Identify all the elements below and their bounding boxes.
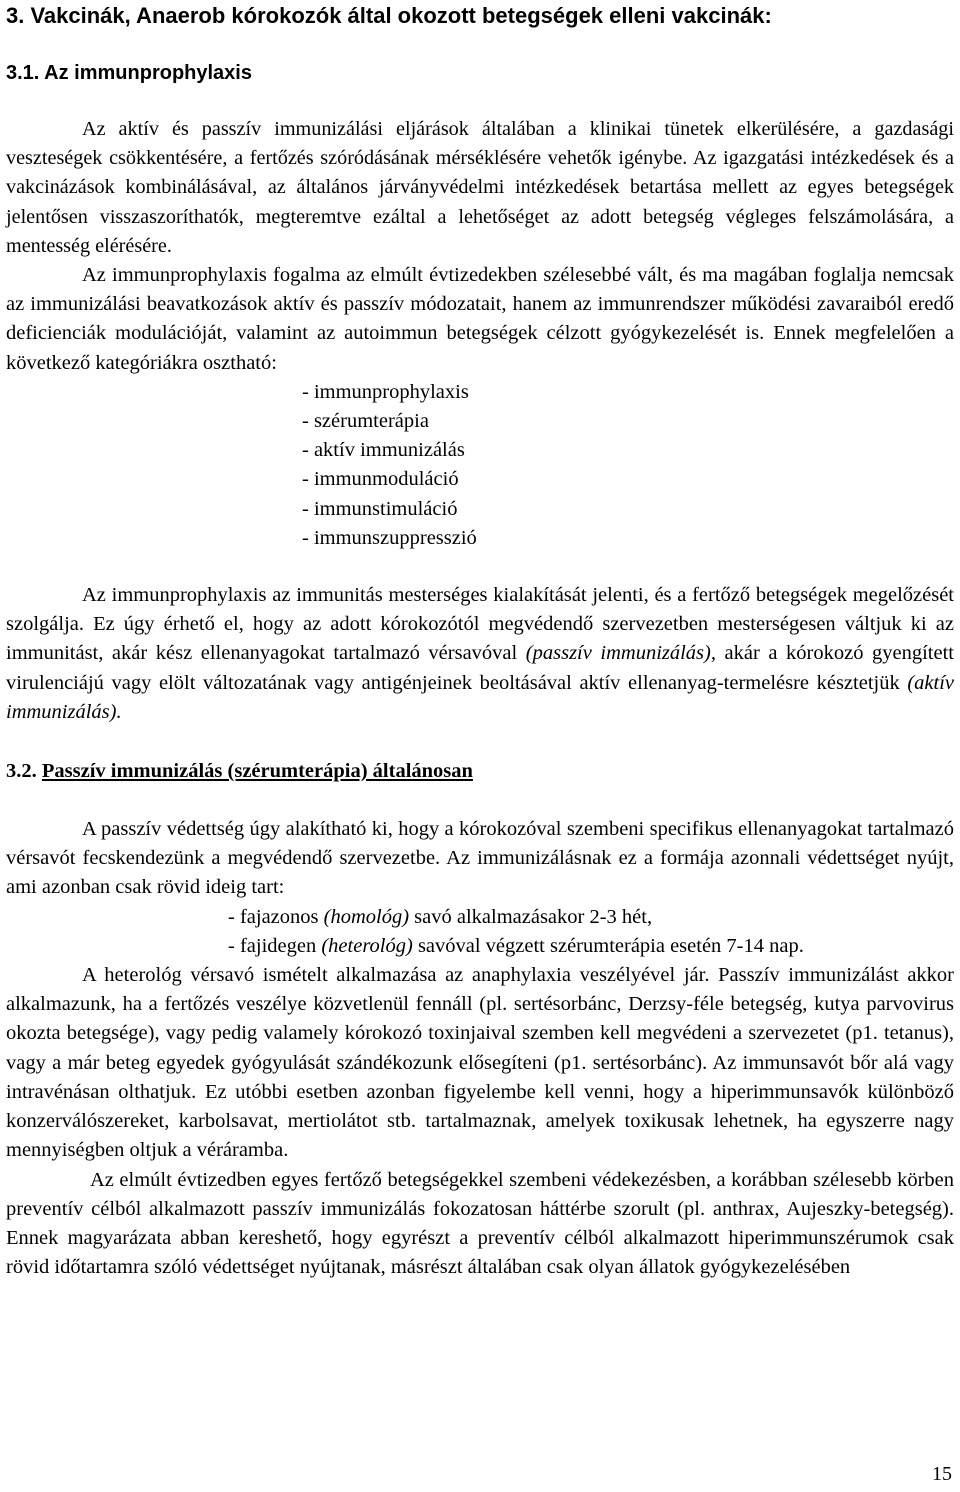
list-item: - szérumterápia (302, 410, 429, 433)
list-item: - aktív immunizálás (302, 439, 465, 462)
list-item (228, 903, 954, 932)
spacer (6, 785, 954, 815)
section-3-1-paragraph-2: Az immunprophylaxis fogalma az elmúlt évtizedekben szélesebbé vált, és ma magában foglalja nemcsak az immunizálási beavatkozások aktív és passzív módozatait, hanem az immunrendszer működési zavaraiból eredő deficienciák modulációját, valamint az autoimmun betegségek célzott gyógykezelését is. Ennek megfelelően a következő kategóriákra osztható: (6, 264, 954, 374)
section-3-1-heading: 3.1. Az immunprophylaxis (6, 62, 252, 84)
section-3-1-paragraph-3 (6, 581, 954, 727)
list-item: - immunstimuláció (302, 497, 458, 520)
section-3-2-paragraph-1: A passzív védettség úgy alakítható ki, hogy a kórokozóval szembeni specifikus ellenanyagokat tartalmazó vérsavót fecskendezünk a megvédendő szervezetbe. Az immunizálásnak ez a formája azonnali védettséget nyújt, ami azonban csak rövid ideig tart: (6, 818, 954, 899)
page-number: 15 (932, 1463, 952, 1485)
list-item (228, 932, 954, 961)
list-item-text: savóval végzett szérumterápia esetén 7-14 nap. (412, 934, 804, 957)
paragraph-text: Az immunprophylaxis az immunitás mesterséges kialakítását jelenti, és a fertőző betegségek megelőzését szolgálja. Ez úgy érhető el, hogy az adott kórokozótól megvédendő szervezetben mesterségesen váltjuk ki az immunitást, akár kész ellenanyagokat tartalmazó vérsavóval (6, 584, 954, 665)
section-3-2-paragraph-2: A heterológ vérsavó ismételt alkalmazása az anaphylaxia veszélyével jár. Passzív immunizálást akkor alkalmazunk, ha a fertőzés veszélye közvetlenül fennáll (pl. sertésorbánc, Derzsy-féle betegség, kutya parvovirus okozta betegsége), vagy pedig valamely kórokozó toxinjaival szemben kell megvédeni a szervezetet (p1. tetanus), vagy a már beteg egyedek gyógyulását szándékozunk elősegíteni (p1. sertésorbánc). Az immunsavót bőr alá vagy intravénásan olthatjuk. Ez utóbbi esetben azonban figyelembe kell venni, hogy a hiperimmunsavók különböző konzerválószereket, karbolsavat, mertiolátot stb. tartalmaznak, amelyek toxikusak lehetnek, ha egyszerre nagy mennyiségben oltjuk a véráramba. (6, 964, 954, 1162)
section-3-2-heading (6, 757, 954, 785)
section-3-2-paragraph-3: Az elmúlt évtizedben egyes fertőző betegségekkel szembeni védekezésben, a korábban szélesebb körben preventív célból alkalmazott passzív immunizálás fokozatosan háttérbe szorult (pl. anthrax, Aujeszky-betegség). Ennek magyarázata abban kereshető, hogy egyrészt a preventív célból alkalmazott hiperimmunszérumok csak rövid időtartamra szóló védettséget nyújtanak, másrészt általában csak olyan állatok gyógykezelésében (6, 1168, 954, 1279)
list-item-text: - fajazonos (228, 905, 324, 928)
spacer (6, 87, 954, 115)
emphasis-text: (heterológ) (321, 934, 413, 957)
list-item-text: - fajidegen (228, 934, 322, 957)
list-item: - immunmoduláció (302, 468, 459, 491)
section-title: Passzív immunizálás (szérumterápia) általánosan (41, 760, 473, 783)
document-page (6, 0, 954, 1282)
section-3-1-paragraph-1: Az aktív és passzív immunizálási eljárások általában a klinikai tünetek elkerülésére, a gazdasági veszteségek csökkentésére, a fertőzés szóródásának mérséklésére vehetők igénybe. Az igazgatási intézkedések és a vakcinázások kombinálásával, az általános járványvédelmi intézkedések betartása mellett az egyes betegségek jelentősen visszaszoríthatók, megteremtve ezáltal a lehetőséget az adott betegség végleges felszámolására, a mentesség elérésére. (6, 118, 954, 257)
list-item: - immunprophylaxis (302, 380, 469, 403)
spacer (6, 727, 954, 757)
duration-list (6, 903, 954, 961)
section-number: 3.2. (6, 760, 42, 783)
paragraph-text: akár a kórokozó gyengített virulenciájú vagy elölt változatának vagy antigénjeinek beoltásával aktív ellenanyag-termelésre késztetjük (6, 642, 954, 694)
categories-list (6, 378, 954, 553)
emphasis-text: (passzív immunizálás), (525, 642, 716, 665)
emphasis-text: (aktív immunizálás). (6, 671, 954, 723)
list-item: - immunszuppresszió (302, 526, 477, 549)
spacer (6, 553, 954, 581)
emphasis-text: (homológ) (323, 905, 410, 928)
list-item-text: savó alkalmazásakor 2-3 hét, (409, 905, 653, 928)
chapter-heading: 3. Vakcinák, Anaerob kórokozók által okozott betegségek elleni vakcinák: (6, 3, 772, 28)
